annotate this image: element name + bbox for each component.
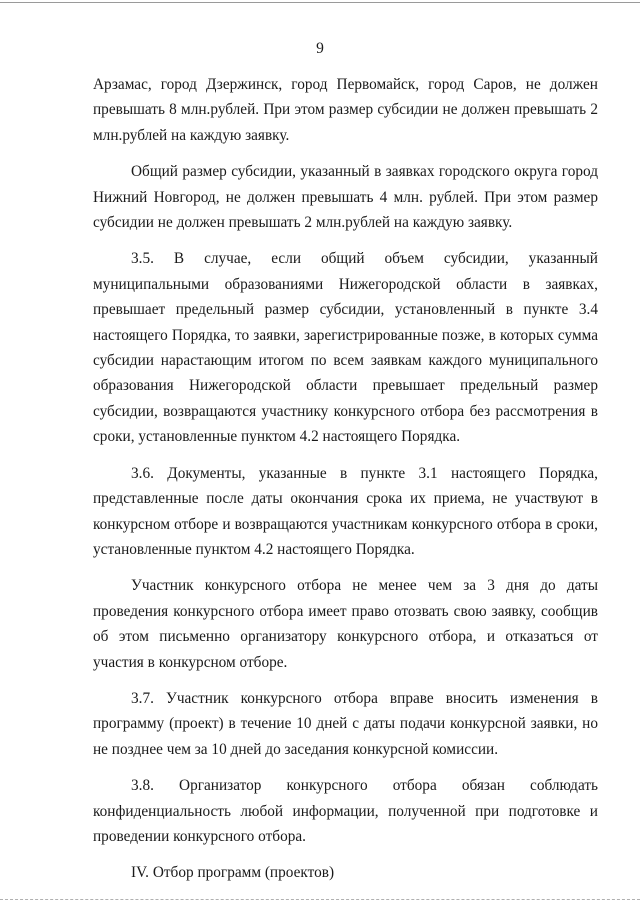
paragraph-clause-3-5: 3.5. В случае, если общий объем субсидии, указанный муниципальными образованиями Нижегородской области в заявках, превышает предельный размер субсидии, установленный в пункте 3.4 настоящего Порядка, то заявки, зарегистрированные позже, в которых сумма субсидии нарастающим итогом по всем заявкам каждого муниципального образования Нижегородской области превышает предельный размер субсидии, возвращаются участнику конкурсного отбора без рассмотрения в сроки, установленные пунктом 4.2 настоящего Порядка. bbox=[93, 250, 598, 446]
page-number: 9 bbox=[316, 40, 324, 57]
page-top-edge bbox=[0, 2, 640, 3]
document-body bbox=[93, 72, 598, 897]
paragraph-clause-3-8: 3.8. Организатор конкурсного отбора обязан соблюдать конфиденциальность любой информации, полученной при подготовке и проведении конкурсного отбора. bbox=[93, 777, 598, 845]
paragraph-clause-3-7: 3.7. Участник конкурсного отбора вправе вносить изменения в программу (проект) в течение 10 дней с даты подачи конкурсной заявки, но не позднее чем за 10 дней до заседания конкурсной комиссии. bbox=[93, 689, 598, 758]
paragraph-withdraw-application: Участник конкурсного отбора не менее чем за 3 дня до даты проведения конкурсного отбора имеет право отозвать свою заявку, сообщив об этом письменно организатору конкурсного отбора, и отказаться от участия в конкурсном отборе. bbox=[93, 577, 598, 671]
page-bottom-edge bbox=[0, 899, 640, 900]
paragraph-subsidy-nizhny-novgorod: Общий размер субсидии, указанный в заявках городского округа город Нижний Новгород, не должен превышать 4 млн. рублей. При этом размер субсидии не должен превышать 2 млн.рублей на каждую заявку. bbox=[93, 163, 598, 232]
section-heading: IV. Отбор программ (проектов) bbox=[131, 864, 335, 882]
paragraph-continuation: Арзамас, город Дзержинск, город Первомайск, город Саров, не должен превышать 8 млн.рублей. При этом размер субсидии не должен превышать 2 млн.рублей на каждую заявку. bbox=[93, 76, 598, 144]
paragraph-clause-3-6: 3.6. Документы, указанные в пункте 3.1 настоящего Порядка, представленные после даты окончания срока их приема, не участвуют в конкурсном отборе и возвращаются участникам конкурсного отбора в сроки, установленные пунктом 4.2 настоящего Порядка. bbox=[93, 464, 598, 558]
